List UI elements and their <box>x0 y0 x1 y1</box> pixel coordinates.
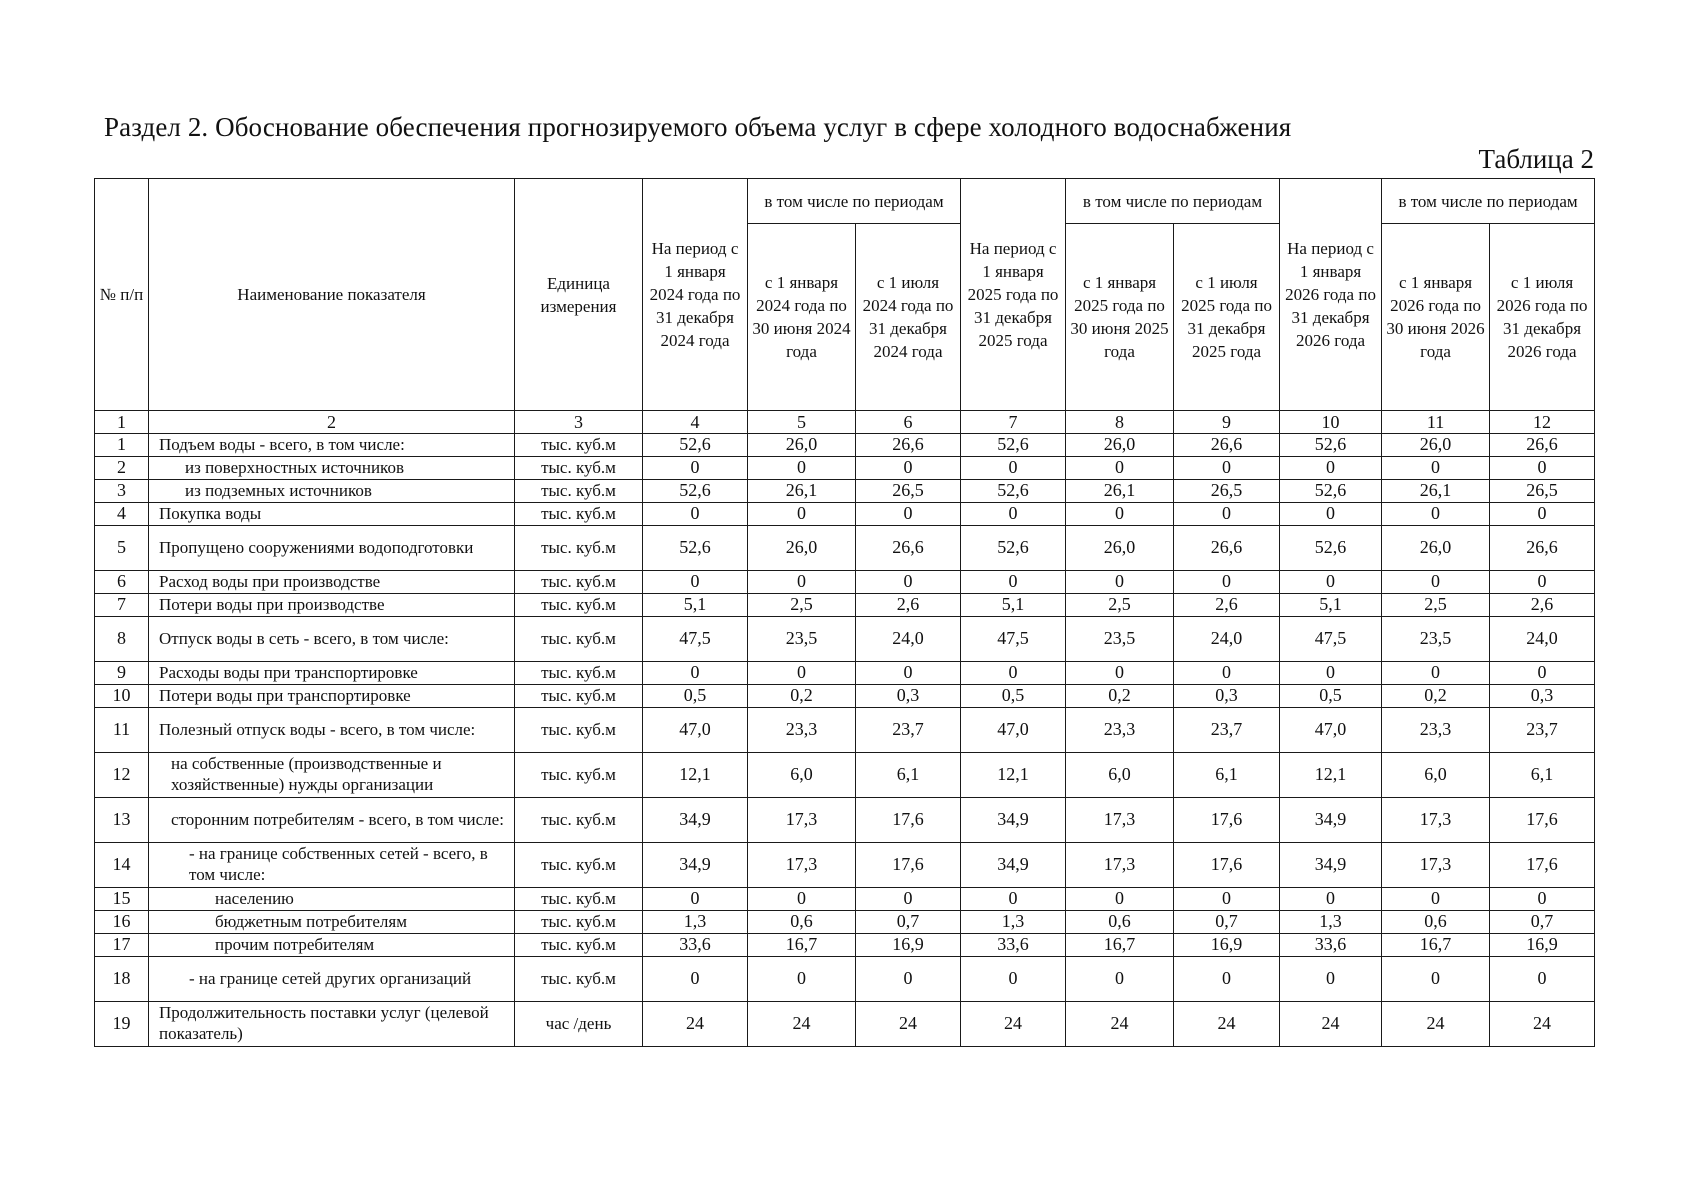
value-cell: 26,5 <box>1174 480 1280 503</box>
header-h2-2024: с 1 июля 2024 года по 31 декабря 2024 года <box>856 224 961 411</box>
value-cell: 24 <box>1066 1002 1174 1047</box>
table-row <box>95 888 1595 911</box>
value-cell: 0 <box>643 957 748 1002</box>
row-number-cell: 5 <box>95 526 149 571</box>
row-number-cell: 4 <box>95 503 149 526</box>
table-row <box>95 617 1595 662</box>
value-cell: 23,3 <box>748 708 856 753</box>
column-number: 7 <box>961 411 1066 434</box>
indicator-name-cell: Расходы воды при транспортировке <box>149 662 515 685</box>
value-cell: 1,3 <box>643 911 748 934</box>
value-cell: 0 <box>961 571 1066 594</box>
value-cell: 0 <box>1490 957 1595 1002</box>
row-number-cell: 17 <box>95 934 149 957</box>
value-cell: 0 <box>1280 888 1382 911</box>
column-number: 9 <box>1174 411 1280 434</box>
value-cell: 0 <box>1382 662 1490 685</box>
row-number-cell: 18 <box>95 957 149 1002</box>
value-cell: 24 <box>748 1002 856 1047</box>
indicator-name-cell: Потери воды при производстве <box>149 594 515 617</box>
value-cell: 24 <box>1280 1002 1382 1047</box>
value-cell: 0 <box>748 503 856 526</box>
value-cell: 2,5 <box>1066 594 1174 617</box>
value-cell: 17,6 <box>1490 843 1595 888</box>
header-row-1 <box>95 179 1595 224</box>
unit-cell: тыс. куб.м <box>515 571 643 594</box>
value-cell: 26,6 <box>856 434 961 457</box>
indicator-name-cell: - на границе собственных сетей - всего, в том числе: <box>149 843 515 888</box>
row-number-cell: 7 <box>95 594 149 617</box>
value-cell: 0 <box>961 457 1066 480</box>
value-cell: 0 <box>1280 571 1382 594</box>
value-cell: 0,7 <box>1490 911 1595 934</box>
table-label: Таблица 2 <box>1478 144 1594 174</box>
value-cell: 0 <box>748 571 856 594</box>
value-cell: 0,6 <box>1382 911 1490 934</box>
row-number-cell: 2 <box>95 457 149 480</box>
row-number-cell: 6 <box>95 571 149 594</box>
column-number-row <box>95 411 1595 434</box>
value-cell: 0 <box>643 888 748 911</box>
value-cell: 2,6 <box>856 594 961 617</box>
value-cell: 33,6 <box>1280 934 1382 957</box>
value-cell: 16,9 <box>1174 934 1280 957</box>
value-cell: 0 <box>748 888 856 911</box>
value-cell: 0 <box>1280 662 1382 685</box>
value-cell: 0,7 <box>856 911 961 934</box>
value-cell: 26,6 <box>1174 526 1280 571</box>
indicator-name-cell: Потери воды при транспортировке <box>149 685 515 708</box>
value-cell: 5,1 <box>961 594 1066 617</box>
value-cell: 0 <box>856 457 961 480</box>
indicator-name-cell: Подъем воды - всего, в том числе: <box>149 434 515 457</box>
value-cell: 0,3 <box>1174 685 1280 708</box>
unit-cell: тыс. куб.м <box>515 594 643 617</box>
unit-cell: тыс. куб.м <box>515 708 643 753</box>
value-cell: 0 <box>1280 503 1382 526</box>
unit-cell: тыс. куб.м <box>515 934 643 957</box>
value-cell: 0 <box>1490 571 1595 594</box>
value-cell: 0 <box>1280 457 1382 480</box>
value-cell: 0 <box>1490 662 1595 685</box>
value-cell: 5,1 <box>1280 594 1382 617</box>
value-cell: 0 <box>1490 888 1595 911</box>
row-number-cell: 15 <box>95 888 149 911</box>
value-cell: 2,5 <box>748 594 856 617</box>
value-cell: 24,0 <box>1490 617 1595 662</box>
value-cell: 16,7 <box>1382 934 1490 957</box>
table-row <box>95 753 1595 798</box>
header-subperiods-2026: в том числе по периодам <box>1382 179 1595 224</box>
header-h1-2026: с 1 января 2026 года по 30 июня 2026 года <box>1382 224 1490 411</box>
value-cell: 26,0 <box>1382 434 1490 457</box>
indicator-name-cell: бюджетным потребителям <box>149 911 515 934</box>
table-row <box>95 708 1595 753</box>
value-cell: 23,3 <box>1066 708 1174 753</box>
value-cell: 0 <box>1066 888 1174 911</box>
indicator-name-cell: Пропущено сооружениями водоподготовки <box>149 526 515 571</box>
row-number-cell: 14 <box>95 843 149 888</box>
value-cell: 0 <box>1382 503 1490 526</box>
table-container <box>94 178 1594 1047</box>
table-row <box>95 480 1595 503</box>
value-cell: 24 <box>1382 1002 1490 1047</box>
value-cell: 52,6 <box>1280 480 1382 503</box>
unit-cell: тыс. куб.м <box>515 843 643 888</box>
value-cell: 12,1 <box>961 753 1066 798</box>
value-cell: 26,0 <box>748 526 856 571</box>
value-cell: 5,1 <box>643 594 748 617</box>
value-cell: 17,3 <box>748 798 856 843</box>
unit-cell: тыс. куб.м <box>515 457 643 480</box>
value-cell: 52,6 <box>961 526 1066 571</box>
value-cell: 0 <box>1066 957 1174 1002</box>
value-cell: 47,0 <box>643 708 748 753</box>
value-cell: 34,9 <box>961 843 1066 888</box>
value-cell: 0,6 <box>748 911 856 934</box>
value-cell: 0,7 <box>1174 911 1280 934</box>
unit-cell: тыс. куб.м <box>515 503 643 526</box>
value-cell: 0 <box>1280 957 1382 1002</box>
indicator-name-cell: прочим потребителям <box>149 934 515 957</box>
value-cell: 23,3 <box>1382 708 1490 753</box>
value-cell: 16,7 <box>1066 934 1174 957</box>
table-row <box>95 798 1595 843</box>
value-cell: 0 <box>856 662 961 685</box>
indicator-name-cell: Отпуск воды в сеть - всего, в том числе: <box>149 617 515 662</box>
value-cell: 26,6 <box>856 526 961 571</box>
value-cell: 26,5 <box>856 480 961 503</box>
value-cell: 0 <box>1382 571 1490 594</box>
value-cell: 12,1 <box>643 753 748 798</box>
row-number-cell: 19 <box>95 1002 149 1047</box>
column-number: 10 <box>1280 411 1382 434</box>
value-cell: 26,6 <box>1174 434 1280 457</box>
value-cell: 16,7 <box>748 934 856 957</box>
value-cell: 33,6 <box>643 934 748 957</box>
unit-cell: тыс. куб.м <box>515 911 643 934</box>
value-cell: 0,5 <box>1280 685 1382 708</box>
value-cell: 23,5 <box>1066 617 1174 662</box>
column-number: 12 <box>1490 411 1595 434</box>
value-cell: 23,7 <box>1174 708 1280 753</box>
value-cell: 34,9 <box>1280 798 1382 843</box>
header-subperiods-2025: в том числе по периодам <box>1066 179 1280 224</box>
table-row <box>95 457 1595 480</box>
value-cell: 23,5 <box>748 617 856 662</box>
header-period-2024: На период с 1 января 2024 года по 31 декабря 2024 года <box>643 179 748 411</box>
value-cell: 23,7 <box>1490 708 1595 753</box>
value-cell: 0 <box>1490 503 1595 526</box>
value-cell: 17,3 <box>1066 843 1174 888</box>
value-cell: 17,6 <box>856 798 961 843</box>
header-unit: Единица измерения <box>515 179 643 411</box>
section-title: Раздел 2. Обоснование обеспечения прогнозируемого объема услуг в сфере холодного водоснабжения <box>104 112 1292 142</box>
value-cell: 16,9 <box>856 934 961 957</box>
value-cell: 52,6 <box>1280 434 1382 457</box>
table-row <box>95 843 1595 888</box>
value-cell: 52,6 <box>643 526 748 571</box>
column-number: 6 <box>856 411 961 434</box>
table-row <box>95 571 1595 594</box>
value-cell: 1,3 <box>961 911 1066 934</box>
unit-cell: час /день <box>515 1002 643 1047</box>
table-row <box>95 911 1595 934</box>
row-number-cell: 8 <box>95 617 149 662</box>
value-cell: 33,6 <box>961 934 1066 957</box>
row-number-cell: 3 <box>95 480 149 503</box>
header-h1-2025: с 1 января 2025 года по 30 июня 2025 года <box>1066 224 1174 411</box>
value-cell: 0 <box>1382 888 1490 911</box>
value-cell: 0 <box>1174 888 1280 911</box>
value-cell: 24,0 <box>856 617 961 662</box>
value-cell: 17,6 <box>856 843 961 888</box>
value-cell: 26,0 <box>1066 526 1174 571</box>
value-cell: 17,3 <box>1066 798 1174 843</box>
value-cell: 34,9 <box>961 798 1066 843</box>
row-number-cell: 16 <box>95 911 149 934</box>
header-h1-2024: с 1 января 2024 года по 30 июня 2024 года <box>748 224 856 411</box>
value-cell: 0,2 <box>1382 685 1490 708</box>
value-cell: 24 <box>856 1002 961 1047</box>
column-number: 4 <box>643 411 748 434</box>
value-cell: 17,6 <box>1174 843 1280 888</box>
column-number: 3 <box>515 411 643 434</box>
table-row <box>95 526 1595 571</box>
value-cell: 12,1 <box>1280 753 1382 798</box>
value-cell: 17,3 <box>1382 843 1490 888</box>
value-cell: 0,2 <box>1066 685 1174 708</box>
water-supply-table <box>94 178 1595 1047</box>
value-cell: 24,0 <box>1174 617 1280 662</box>
unit-cell: тыс. куб.м <box>515 662 643 685</box>
value-cell: 0 <box>1382 957 1490 1002</box>
value-cell: 24 <box>643 1002 748 1047</box>
table-row <box>95 503 1595 526</box>
value-cell: 26,0 <box>1066 434 1174 457</box>
value-cell: 17,3 <box>748 843 856 888</box>
value-cell: 0 <box>643 503 748 526</box>
unit-cell: тыс. куб.м <box>515 480 643 503</box>
value-cell: 0,3 <box>856 685 961 708</box>
value-cell: 0 <box>856 957 961 1002</box>
indicator-name-cell: Расход воды при производстве <box>149 571 515 594</box>
value-cell: 0 <box>856 888 961 911</box>
indicator-name-cell: Продолжительность поставки услуг (целевой показатель) <box>149 1002 515 1047</box>
value-cell: 0 <box>856 571 961 594</box>
unit-cell: тыс. куб.м <box>515 798 643 843</box>
value-cell: 26,1 <box>748 480 856 503</box>
unit-cell: тыс. куб.м <box>515 753 643 798</box>
header-no: № п/п <box>95 179 149 411</box>
value-cell: 52,6 <box>961 480 1066 503</box>
value-cell: 0 <box>1066 662 1174 685</box>
unit-cell: тыс. куб.м <box>515 434 643 457</box>
value-cell: 26,1 <box>1382 480 1490 503</box>
table-row <box>95 434 1595 457</box>
value-cell: 0,2 <box>748 685 856 708</box>
value-cell: 2,6 <box>1174 594 1280 617</box>
table-row <box>95 594 1595 617</box>
unit-cell: тыс. куб.м <box>515 888 643 911</box>
value-cell: 47,0 <box>961 708 1066 753</box>
value-cell: 0 <box>1066 571 1174 594</box>
value-cell: 0 <box>748 662 856 685</box>
value-cell: 24 <box>961 1002 1066 1047</box>
unit-cell: тыс. куб.м <box>515 617 643 662</box>
value-cell: 2,5 <box>1382 594 1490 617</box>
indicator-name-cell: на собственные (производственные и хозяйственные) нужды организации <box>149 753 515 798</box>
value-cell: 47,5 <box>643 617 748 662</box>
row-number-cell: 9 <box>95 662 149 685</box>
value-cell: 26,6 <box>1490 434 1595 457</box>
value-cell: 0 <box>748 457 856 480</box>
table-row <box>95 685 1595 708</box>
value-cell: 17,3 <box>1382 798 1490 843</box>
indicator-name-cell: - на границе сетей других организаций <box>149 957 515 1002</box>
value-cell: 52,6 <box>961 434 1066 457</box>
value-cell: 0,5 <box>643 685 748 708</box>
value-cell: 26,1 <box>1066 480 1174 503</box>
row-number-cell: 11 <box>95 708 149 753</box>
column-number: 5 <box>748 411 856 434</box>
value-cell: 0 <box>643 662 748 685</box>
row-number-cell: 10 <box>95 685 149 708</box>
value-cell: 0,6 <box>1066 911 1174 934</box>
value-cell: 6,0 <box>1066 753 1174 798</box>
table-row <box>95 1002 1595 1047</box>
value-cell: 26,0 <box>1382 526 1490 571</box>
table-row <box>95 662 1595 685</box>
row-number-cell: 12 <box>95 753 149 798</box>
value-cell: 23,5 <box>1382 617 1490 662</box>
value-cell: 24 <box>1174 1002 1280 1047</box>
value-cell: 0 <box>1174 571 1280 594</box>
unit-cell: тыс. куб.м <box>515 957 643 1002</box>
indicator-name-cell: сторонним потребителям - всего, в том числе: <box>149 798 515 843</box>
value-cell: 47,0 <box>1280 708 1382 753</box>
value-cell: 0,5 <box>961 685 1066 708</box>
header-h2-2025: с 1 июля 2025 года по 31 декабря 2025 года <box>1174 224 1280 411</box>
value-cell: 0 <box>1382 457 1490 480</box>
indicator-name-cell: из поверхностных источников <box>149 457 515 480</box>
value-cell: 34,9 <box>1280 843 1382 888</box>
value-cell: 1,3 <box>1280 911 1382 934</box>
value-cell: 0 <box>1066 503 1174 526</box>
column-number: 1 <box>95 411 149 434</box>
value-cell: 17,6 <box>1174 798 1280 843</box>
table-row <box>95 934 1595 957</box>
column-number: 11 <box>1382 411 1490 434</box>
header-h2-2026: с 1 июля 2026 года по 31 декабря 2026 года <box>1490 224 1595 411</box>
header-period-2025: На период с 1 января 2025 года по 31 декабря 2025 года <box>961 179 1066 411</box>
unit-cell: тыс. куб.м <box>515 526 643 571</box>
value-cell: 0 <box>643 457 748 480</box>
value-cell: 0 <box>961 503 1066 526</box>
value-cell: 47,5 <box>961 617 1066 662</box>
unit-cell: тыс. куб.м <box>515 685 643 708</box>
value-cell: 6,1 <box>1490 753 1595 798</box>
value-cell: 0 <box>1066 457 1174 480</box>
row-number-cell: 13 <box>95 798 149 843</box>
value-cell: 2,6 <box>1490 594 1595 617</box>
table-row <box>95 957 1595 1002</box>
value-cell: 26,0 <box>748 434 856 457</box>
table-body <box>95 434 1595 1047</box>
header-subperiods-2024: в том числе по периодам <box>748 179 961 224</box>
value-cell: 34,9 <box>643 798 748 843</box>
indicator-name-cell: Покупка воды <box>149 503 515 526</box>
value-cell: 0 <box>1490 457 1595 480</box>
value-cell: 52,6 <box>643 434 748 457</box>
value-cell: 26,5 <box>1490 480 1595 503</box>
value-cell: 23,7 <box>856 708 961 753</box>
value-cell: 0 <box>1174 957 1280 1002</box>
value-cell: 0 <box>961 662 1066 685</box>
value-cell: 6,1 <box>856 753 961 798</box>
value-cell: 0 <box>961 888 1066 911</box>
value-cell: 0 <box>1174 662 1280 685</box>
value-cell: 0 <box>856 503 961 526</box>
value-cell: 0 <box>961 957 1066 1002</box>
value-cell: 24 <box>1490 1002 1595 1047</box>
value-cell: 52,6 <box>1280 526 1382 571</box>
value-cell: 34,9 <box>643 843 748 888</box>
column-number: 2 <box>149 411 515 434</box>
indicator-name-cell: Полезный отпуск воды - всего, в том числе: <box>149 708 515 753</box>
column-number: 8 <box>1066 411 1174 434</box>
value-cell: 0 <box>1174 503 1280 526</box>
value-cell: 0,3 <box>1490 685 1595 708</box>
value-cell: 26,6 <box>1490 526 1595 571</box>
value-cell: 52,6 <box>643 480 748 503</box>
value-cell: 6,0 <box>748 753 856 798</box>
value-cell: 0 <box>748 957 856 1002</box>
value-cell: 6,1 <box>1174 753 1280 798</box>
value-cell: 0 <box>643 571 748 594</box>
value-cell: 47,5 <box>1280 617 1382 662</box>
value-cell: 0 <box>1174 457 1280 480</box>
row-number-cell: 1 <box>95 434 149 457</box>
indicator-name-cell: населению <box>149 888 515 911</box>
header-name: Наименование показателя <box>149 179 515 411</box>
header-period-2026: На период с 1 января 2026 года по 31 декабря 2026 года <box>1280 179 1382 411</box>
value-cell: 6,0 <box>1382 753 1490 798</box>
value-cell: 16,9 <box>1490 934 1595 957</box>
value-cell: 17,6 <box>1490 798 1595 843</box>
indicator-name-cell: из подземных источников <box>149 480 515 503</box>
